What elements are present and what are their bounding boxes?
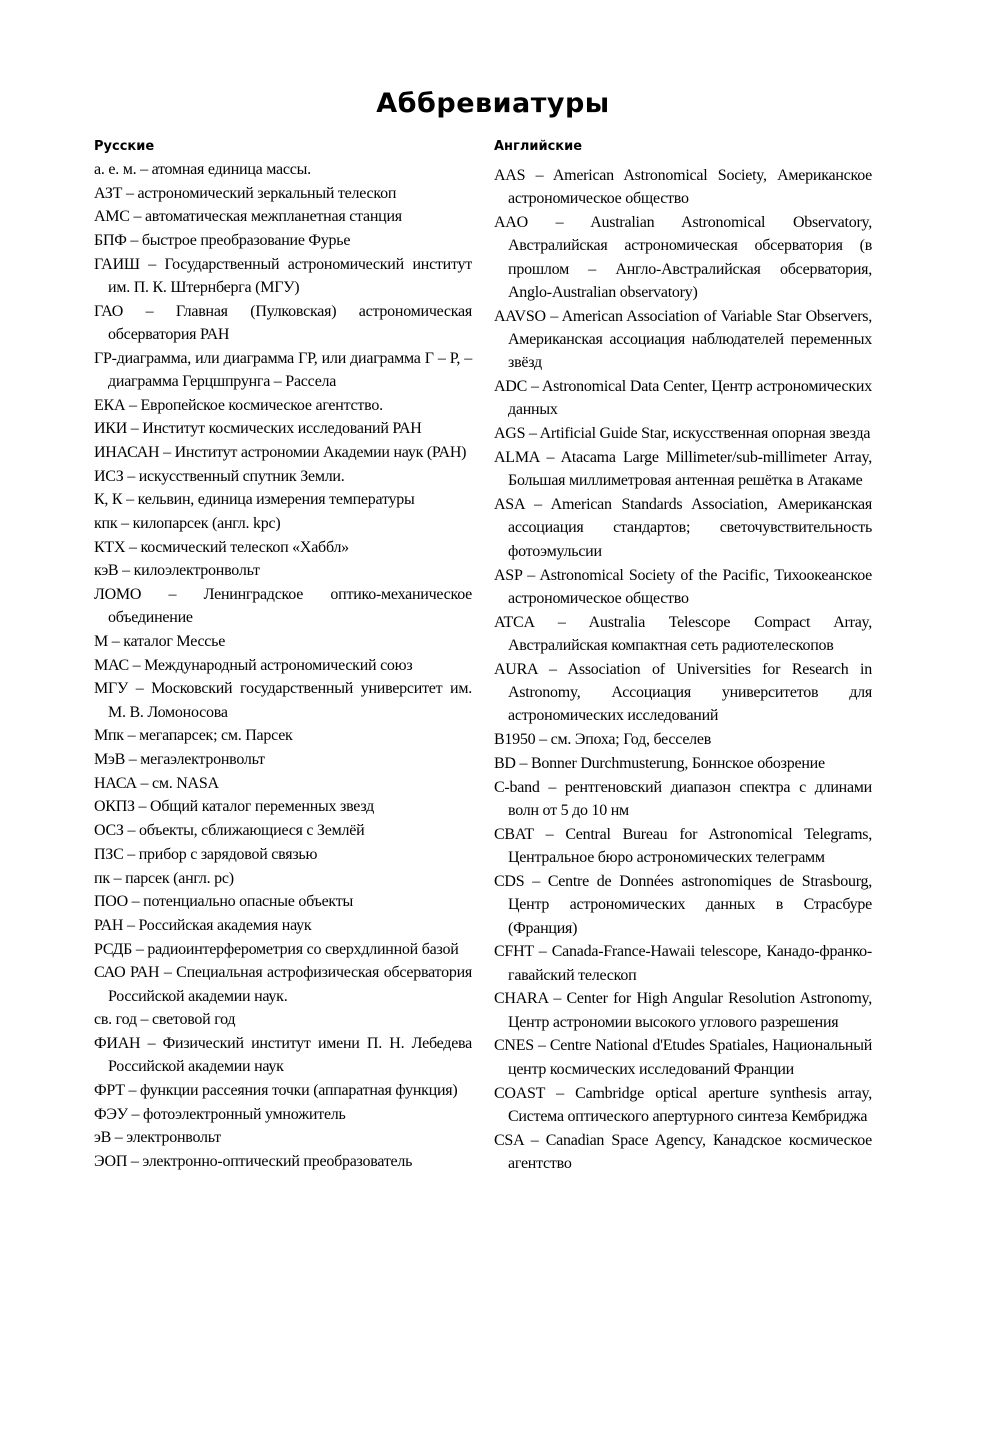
list-item: CFHT – Canada-France-Hawaii telescope, Канадо-франко-гавайский телескоп — [494, 943, 872, 984]
list-item: ПЗС – прибор с зарядовой связью — [94, 845, 318, 863]
list-item: CDS – Centre de Données astronomiques de Strasbourg, Центр астрономических данных в Страсбуре (Франция) — [494, 872, 872, 937]
list-item: БПФ – быстрое преобразование Фурье — [94, 232, 351, 250]
list-item: РАН – Российская академия наук — [94, 917, 312, 934]
russian-abbreviations-column — [94, 138, 472, 1174]
list-item: ФЭУ – фотоэлектронный умножитель — [94, 1105, 346, 1123]
list-item: ADC – Astronomical Data Center, Центр астрономических данных — [494, 378, 872, 419]
list-item: ГАО – Главная (Пулковская) астрономическая обсерватория РАН — [94, 302, 472, 343]
list-item: ASA – American Standards Association, Американская ассоциация стандартов; светочувствительность фотоэмульсии — [494, 496, 872, 560]
list-item: ASP – Astronomical Society of the Pacific, Тихоокеанское астрономическое общество — [494, 566, 872, 607]
list-item: К, К – кельвин, единица измерения температуры — [94, 491, 415, 509]
russian-heading: Русские — [94, 139, 155, 154]
list-item: эВ – электронвольт — [94, 1129, 221, 1147]
english-heading: Английские — [494, 139, 583, 154]
list-item: МГУ – Московский государственный университет им. М. В. Ломоносова — [94, 680, 472, 721]
list-item: ЛОМО – Ленинградское оптико-механическое объединение — [94, 586, 472, 627]
list-item: CBAT – Central Bureau for Astronomical Telegrams, Центральное бюро астрономических телеграмм — [494, 825, 872, 867]
list-item: CSA – Canadian Space Agency, Канадское космическое агентство — [494, 1131, 872, 1172]
list-item: ГАИШ – Государственный астрономический институт им. П. К. Штернберга (МГУ) — [94, 255, 472, 297]
list-item: М – каталог Мессье — [94, 633, 226, 651]
list-item: кэВ – килоэлектронвольт — [94, 562, 260, 580]
list-item: св. год – световой год — [94, 1011, 236, 1029]
russian-abbreviations-list — [94, 158, 472, 1173]
list-item: ИКИ – Институт космических исследований РАН — [94, 420, 422, 438]
list-item: ATCA – Australia Telescope Compact Array, Австралийская компактная сеть радиотелескопов — [494, 613, 872, 654]
list-item: BD – Bonner Durchmusterung, Боннское обозрение — [494, 754, 825, 772]
list-item: а. е. м. – атомная единица массы. — [94, 161, 311, 178]
list-item: CHARA – Center for High Angular Resolution Astronomy, Центр астрономии высокого углового разрешения — [494, 990, 872, 1031]
list-item: РСДБ – радиоинтерферометрия со сверхдлинной базой — [94, 940, 459, 958]
list-item: кпк – килопарсек (англ. kpc) — [94, 515, 281, 533]
list-item: ЭОП – электронно-оптический преобразователь — [94, 1153, 413, 1171]
list-item: AGS – Artificial Guide Star, искусственная опорная звезда — [494, 425, 871, 443]
list-item: AAO – Australian Astronomical Observatory, Австралийская астрономическая обсерватория (в прошлом – Англо-Австралийская обсерватория, Anglo-Australian observatory) — [494, 214, 872, 301]
list-item: пк – парсек (англ. pc) — [94, 869, 234, 887]
list-item: B1950 – см. Эпоха; Год, бесселев — [494, 731, 712, 749]
list-item: ФИАН – Физический институт имени П. Н. Лебедева Российской академии наук — [94, 1035, 472, 1076]
list-item: Мпк – мегапарсек; см. Парсек — [94, 727, 293, 745]
list-item: AURA – Association of Universities for Research in Astronomy, Ассоциация университетов для астрономических исследований — [494, 660, 872, 725]
list-item: ЕКА – Европейское космическое агентство. — [94, 396, 383, 414]
list-item: ИНАСАН – Институт астрономии Академии наук (РАН) — [94, 443, 467, 461]
list-item: AAVSO – American Association of Variable Star Observers, Американская ассоциация наблюдателей переменных звёзд — [494, 307, 872, 372]
list-item: КТХ – космический телескоп «Хаббл» — [94, 538, 349, 556]
list-item: CNES – Centre National d'Etudes Spatiales, Национальный центр космических исследований Франции — [494, 1037, 872, 1078]
english-abbreviations-column — [494, 138, 872, 1176]
page-title: Аббревиатуры — [376, 88, 610, 119]
english-abbreviations-list — [494, 164, 872, 1175]
list-item: ПОО – потенциально опасные объекты — [94, 893, 353, 911]
list-item: НАСА – см. NASA — [94, 774, 219, 792]
list-item: ФРТ – функции рассеяния точки (аппаратная функция) — [94, 1081, 458, 1099]
list-item: МАС – Международный астрономический союз — [94, 656, 413, 674]
list-item: COAST – Cambridge optical aperture synthesis array, Система оптического апертурного синтеза Кембриджа — [494, 1084, 872, 1125]
list-item: ОСЗ – объекты, сближающиеся с Землёй — [94, 822, 365, 840]
list-item: ОКПЗ – Общий каталог переменных звезд — [94, 798, 374, 816]
list-item: САО РАН – Специальная астрофизическая обсерватория Российской академии наук. — [94, 964, 472, 1005]
list-item: ГР-диаграмма, или диаграмма ГР, или диаграмма Г – Р, – диаграмма Герцшпрунга – Рассела — [94, 349, 472, 390]
list-item: МэВ – мегаэлектронвольт — [94, 751, 265, 769]
list-item: ALMA – Atacama Large Millimeter/sub-millimeter Array, Большая миллиметровая антенная решётка в Атакаме — [494, 449, 872, 490]
list-item: ИСЗ – искусственный спутник Земли. — [94, 467, 345, 485]
list-item: АМС – автоматическая межпланетная станция — [94, 208, 402, 226]
list-item: C-band – рентгеновский диапазон спектра с длинами волн от 5 до 10 нм — [494, 778, 872, 820]
list-item: AAS – American Astronomical Society, Американское астрономическое общество — [494, 167, 872, 208]
list-item: АЗТ – астрономический зеркальный телескоп — [94, 184, 397, 202]
